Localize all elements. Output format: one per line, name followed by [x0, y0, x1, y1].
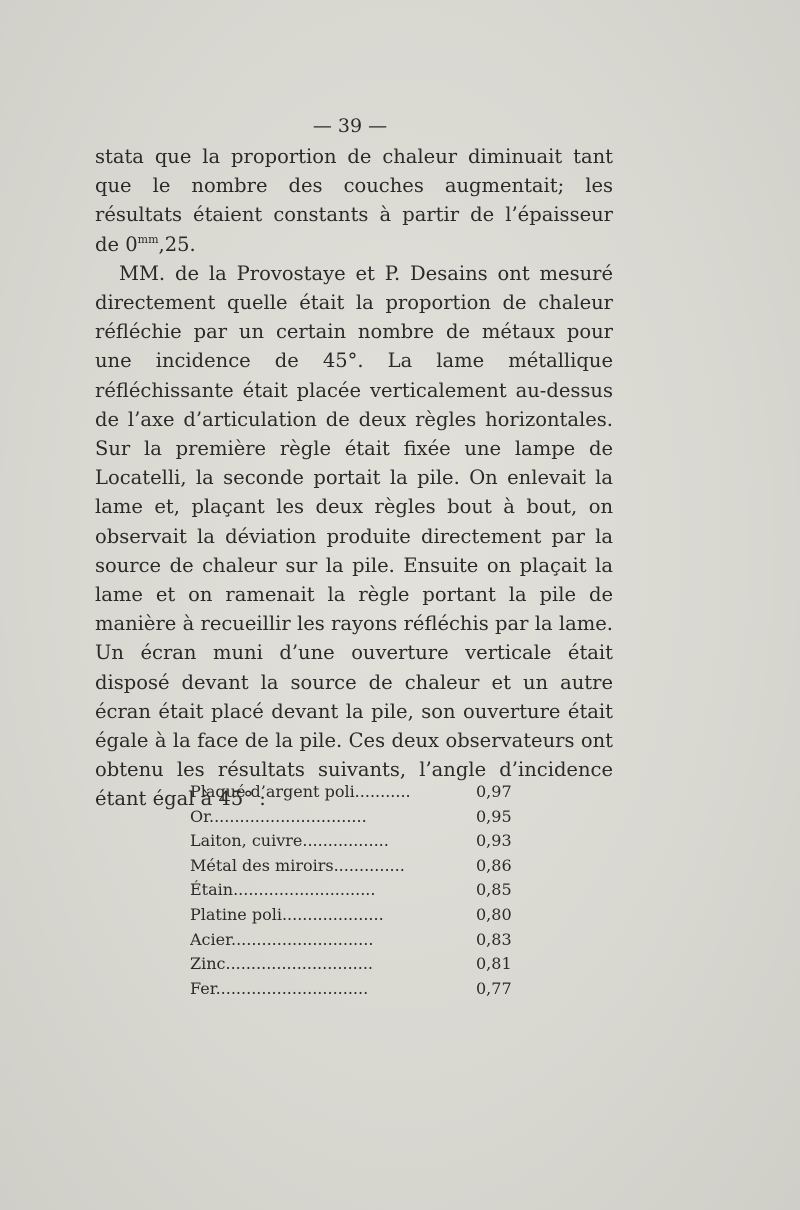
metal-name: Platine poli....................	[190, 904, 384, 924]
table-row	[190, 979, 520, 1004]
table-row	[190, 782, 520, 807]
metal-value: 0,86	[476, 855, 512, 875]
metal-value: 0,95	[476, 806, 512, 826]
metal-name: Acier............................	[190, 929, 374, 949]
table-row	[190, 807, 520, 832]
metal-name: Métal des miroirs..............	[190, 855, 405, 875]
table-row	[190, 831, 520, 856]
metal-name: Zinc.............................	[190, 954, 373, 974]
reflectivity-table	[190, 782, 520, 1003]
table-row	[190, 880, 520, 905]
metal-name: Plaqué d’argent poli...........	[190, 782, 411, 801]
metal-value: 0,80	[476, 904, 512, 924]
metal-value: 0,97	[476, 782, 512, 801]
metal-name: Étain............................	[190, 880, 376, 900]
page-number: — 39 —	[312, 115, 388, 137]
paragraph-2: MM. de la Provostaye et P. Desains ont mesuré directement quelle était la proportion de chaleur réfléchie par un certain nombre de métaux pour une incidence de 45°. La lame métallique réfléchissante était placée verticalement au-dessus de l’axe d’articulation de deux règles horizontales. Sur la première règle était fixée une lampe de Locatelli, la seconde portait la pile. On enlevait la lame et, plaçant les deux règles bout à bout, on observait la déviation produite directement par la source de chaleur sur la pile. Ensuite on plaçait la lame et on ramenait la règle portant la pile de manière à recueillir les rayons réfléchis par la lame. Un écran muni d’une ouverture verticale était disposé devant la source de chaleur et un autre écran était placé devant la pile, son ouverture était égale à la face de la pile. Ces deux observateurs ont obtenu les résultats suivants, l’angle d’incidence étant égal à 45° :	[95, 261, 613, 811]
metal-name: Fer..............................	[190, 978, 369, 998]
metal-name: Laiton, cuivre.................	[190, 831, 389, 851]
table-row	[190, 954, 520, 979]
metal-value: 0,77	[476, 978, 512, 998]
paragraph-1-end: ,25.	[158, 232, 196, 256]
metal-value: 0,85	[476, 880, 512, 900]
paragraph-1-text: stata que la proportion de chaleur diminuait tant que le nombre des couches augmentait; les résultats étaient constants à partir de l’épaisseur de 0	[95, 145, 613, 256]
metal-value: 0,81	[476, 954, 512, 974]
unit-superscript: mm	[137, 232, 159, 246]
table-row	[190, 930, 520, 955]
metal-value: 0,93	[476, 831, 512, 851]
table-row	[190, 905, 520, 930]
metal-name: Or...............................	[190, 806, 367, 826]
paragraph-1	[95, 142, 613, 259]
body-text	[95, 142, 613, 814]
table-row	[190, 856, 520, 881]
metal-value: 0,83	[476, 929, 512, 949]
